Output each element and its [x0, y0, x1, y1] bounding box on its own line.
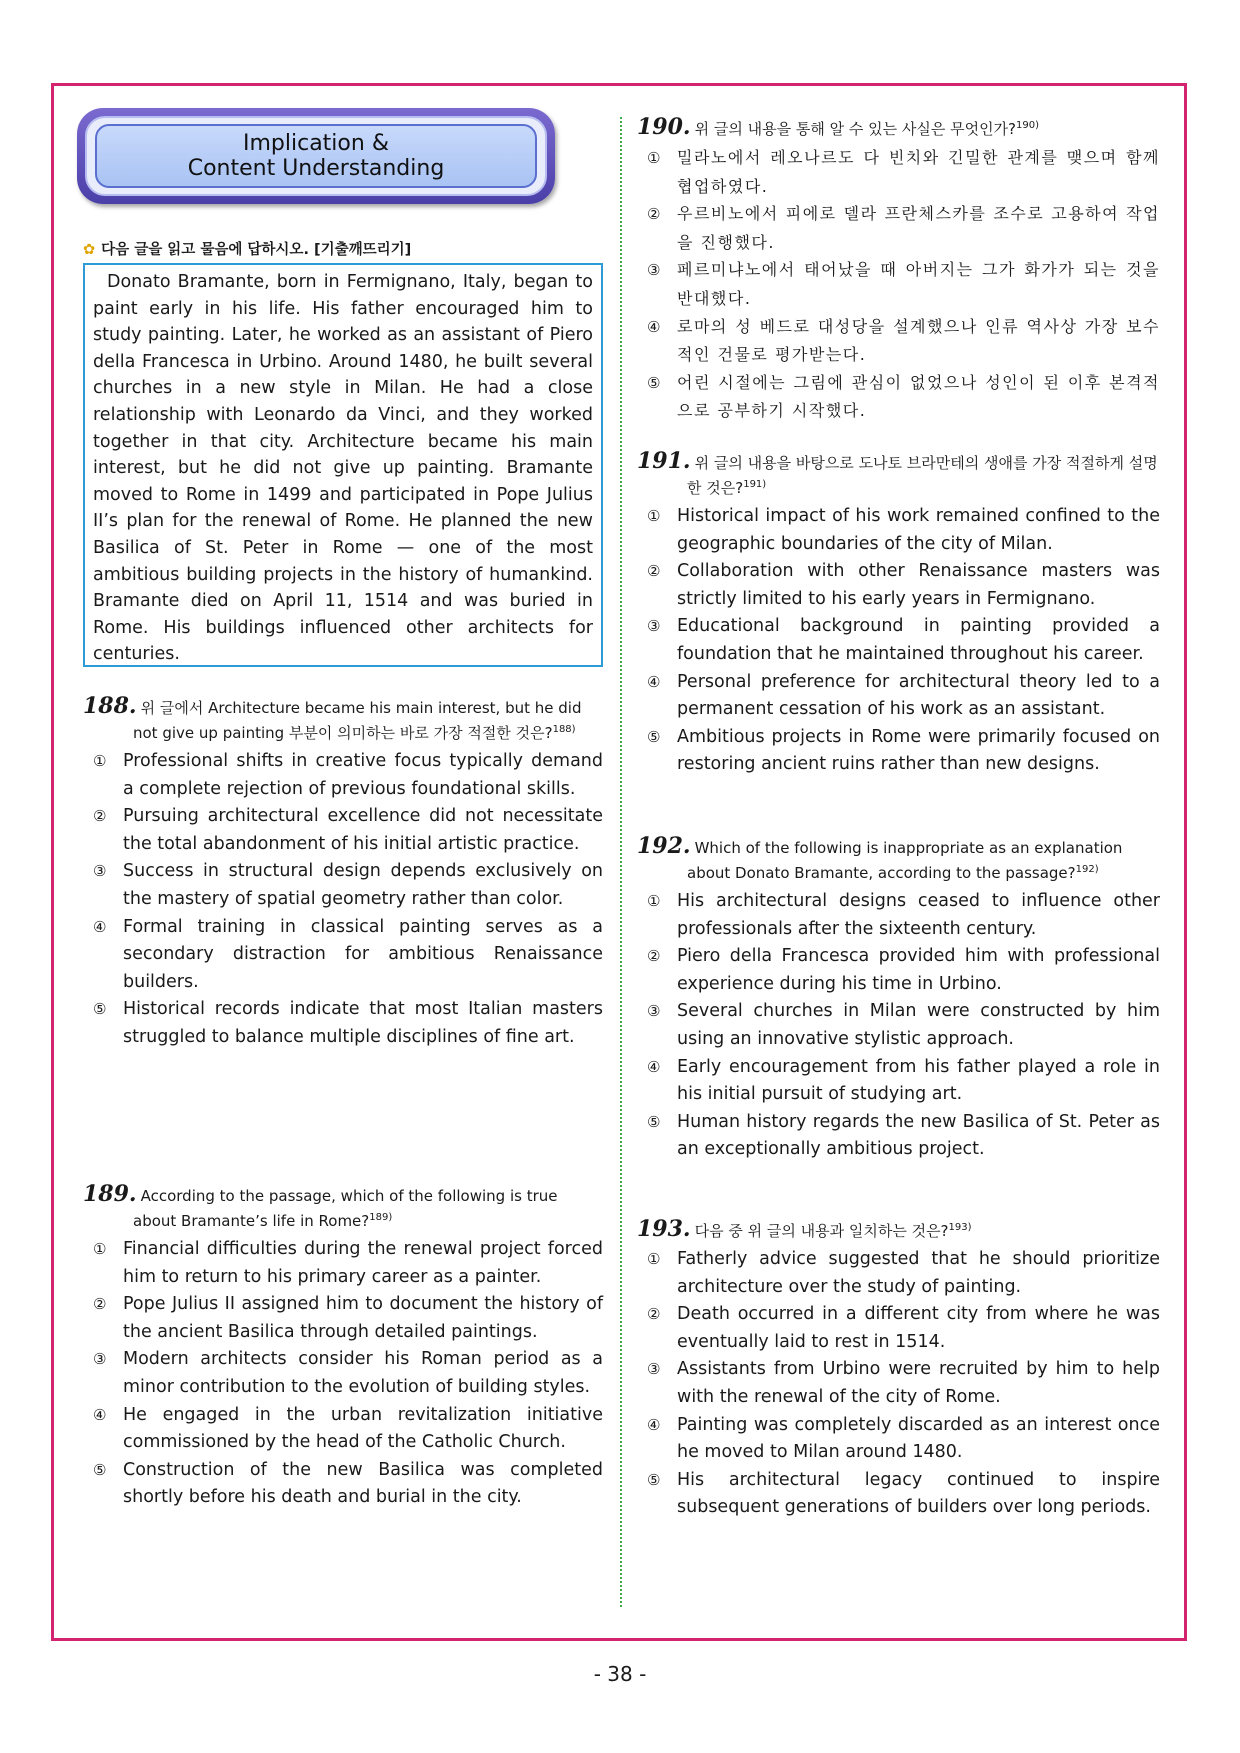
question-192: [637, 835, 1160, 1164]
title-line-2: Content Understanding: [187, 156, 445, 181]
option-list: [83, 748, 603, 1052]
option-mark: ①: [647, 507, 661, 525]
option-1[interactable]: [639, 144, 1160, 200]
option-list: [637, 888, 1160, 1164]
option-5[interactable]: [639, 1467, 1160, 1522]
footnote-ref: 188): [552, 724, 576, 735]
option-mark: ③: [93, 1350, 107, 1369]
title-line-1: Implication &: [243, 131, 389, 156]
instruction: [83, 238, 411, 259]
option-mark: ①: [93, 752, 107, 770]
section-title-badge: [77, 108, 555, 204]
option-3[interactable]: [85, 858, 603, 913]
option-4[interactable]: [639, 313, 1160, 369]
option-mark: ②: [93, 807, 107, 826]
option-3[interactable]: [639, 1356, 1160, 1411]
option-mark: ①: [647, 1250, 661, 1268]
option-mark: ②: [647, 205, 662, 224]
option-3[interactable]: [85, 1346, 603, 1401]
option-text: Death occurred in a different city from where he was eventually laid to rest in 1514.: [677, 1304, 1160, 1352]
option-text: Educational background in painting provided a foundation that he maintained throughout his career.: [677, 616, 1160, 664]
option-text: Historical impact of his work remained confined to the geographic boundaries of the city of Milan.: [677, 506, 1160, 554]
option-mark: ④: [647, 1057, 661, 1076]
option-mark: ④: [647, 672, 661, 691]
option-2[interactable]: [639, 558, 1160, 613]
option-1[interactable]: [85, 748, 603, 803]
option-text: Formal training in classical painting serves as a secondary distraction for ambitious Renaissance builders.: [123, 916, 603, 992]
instruction-text: 다음 글을 읽고 물음에 답하시오. [기출깨뜨리기]: [101, 242, 412, 258]
option-list: [637, 503, 1160, 779]
option-2[interactable]: [639, 943, 1160, 998]
question-188: [83, 695, 603, 1052]
badge-inner: [95, 124, 537, 188]
option-2[interactable]: [639, 1301, 1160, 1356]
option-mark: ③: [647, 261, 662, 280]
option-text: Piero della Francesca provided him with professional experience during his time in Urbino.: [677, 946, 1160, 994]
option-1[interactable]: [639, 1246, 1160, 1301]
footnote-ref: 192): [1075, 864, 1099, 875]
question-text: According to the passage, which of the following is true about Bramante’s life in Rome?: [133, 1187, 558, 1230]
option-5[interactable]: [639, 1109, 1160, 1164]
option-mark: ③: [93, 862, 107, 881]
question-prompt: [83, 695, 603, 744]
option-mark: ②: [647, 562, 661, 581]
option-5[interactable]: [639, 724, 1160, 779]
option-mark: ②: [647, 1305, 661, 1324]
option-text: Fatherly advice suggested that he should prioritize architecture over the study of painting.: [677, 1249, 1160, 1297]
option-3[interactable]: [639, 998, 1160, 1053]
option-text: Several churches in Milan were constructed by him using an innovative stylistic approach.: [677, 1001, 1160, 1049]
option-5[interactable]: [85, 1457, 603, 1512]
footnote-ref: 189): [369, 1212, 393, 1223]
question-191: [637, 450, 1160, 779]
option-mark: ②: [93, 1295, 107, 1314]
question-text: 위 글의 내용을 바탕으로 도나토 브라만테의 생애를 가장 적절하게 설명한 것은?: [687, 454, 1158, 497]
option-text: His architectural legacy continued to inspire subsequent generations of builders over long periods.: [677, 1469, 1160, 1518]
question-number: 191.: [637, 448, 691, 474]
question-prompt: [637, 115, 1160, 140]
option-list: [637, 1246, 1160, 1522]
option-mark: ⑤: [647, 1112, 661, 1131]
option-mark: ⑤: [647, 1470, 661, 1489]
option-text: Painting was completely discarded as an interest once he moved to Milan around 1480.: [677, 1414, 1160, 1463]
option-mark: ④: [647, 317, 662, 336]
option-4[interactable]: [639, 1054, 1160, 1109]
option-2[interactable]: [85, 1291, 603, 1346]
question-text: Which of the following is inappropriate as an explanation about Donato Bramante, according to the passage?: [687, 839, 1123, 882]
option-text: He engaged in the urban revitalization initiative commissioned by the head of the Catholic Church.: [123, 1404, 603, 1453]
option-text: Ambitious projects in Rome were primarily focused on restoring ancient ruins rather than new designs.: [677, 726, 1160, 775]
option-mark: ③: [647, 1002, 661, 1021]
question-number: 193.: [637, 1216, 691, 1242]
option-mark: ①: [647, 149, 662, 167]
option-mark: ④: [93, 917, 107, 936]
question-prompt: [83, 1183, 603, 1232]
question-prompt: [637, 1217, 1160, 1242]
option-text: Collaboration with other Renaissance masters was strictly limited to his early years in Fermignano.: [677, 561, 1160, 609]
option-list: [637, 144, 1160, 425]
option-text: 밀라노에서 레오나르도 다 빈치와 긴밀한 관계를 맺으며 함께 협업하였다.: [677, 148, 1160, 196]
option-1[interactable]: [85, 1236, 603, 1291]
option-text: Early encouragement from his father played a role in his initial pursuit of studying art.: [677, 1056, 1160, 1105]
option-text: Assistants from Urbino were recruited by him to help with the renewal of the city of Rome.: [677, 1359, 1160, 1407]
option-3[interactable]: [639, 256, 1160, 312]
flower-icon: ✿: [83, 242, 96, 258]
question-number: 190.: [637, 114, 691, 140]
option-3[interactable]: [639, 613, 1160, 668]
option-mark: ⑤: [647, 727, 661, 746]
option-mark: ⑤: [647, 373, 662, 392]
option-text: Financial difficulties during the renewal project forced him to return to his primary career as a painter.: [123, 1239, 603, 1287]
question-193: [637, 1217, 1160, 1522]
option-mark: ③: [647, 1360, 661, 1379]
option-text: His architectural designs ceased to influence other professionals after the sixteenth century.: [677, 891, 1160, 939]
option-text: Success in structural design depends exclusively on the mastery of spatial geometry rather than color.: [123, 861, 603, 909]
option-5[interactable]: [85, 996, 603, 1051]
option-text: Pursuing architectural excellence did not necessitate the total abandonment of his initial artistic practice.: [123, 806, 603, 854]
page-number: - 38 -: [593, 1662, 647, 1686]
option-text: Modern architects consider his Roman period as a minor contribution to the evolution of building styles.: [123, 1349, 603, 1397]
question-text: 다음 중 위 글의 내용과 일치하는 것은?: [694, 1222, 949, 1240]
option-mark: ④: [93, 1405, 107, 1424]
option-list: [83, 1236, 603, 1512]
option-4[interactable]: [639, 669, 1160, 724]
option-4[interactable]: [85, 914, 603, 997]
question-number: 192.: [637, 833, 691, 859]
footnote-ref: 193): [948, 1222, 972, 1233]
option-text: 우르비노에서 피에로 델라 프란체스카를 조수로 고용하여 작업을 진행했다.: [677, 204, 1160, 252]
option-text: Personal preference for architectural theory led to a permanent cessation of his work as an assistant.: [677, 671, 1160, 720]
question-number: 188.: [83, 693, 137, 719]
question-189: [83, 1183, 603, 1512]
question-190: [637, 115, 1160, 425]
option-mark: ②: [647, 947, 661, 966]
option-mark: ①: [647, 892, 661, 910]
question-text: 위 글의 내용을 통해 알 수 있는 사실은 무엇인가?: [694, 120, 1017, 138]
option-text: Historical records indicate that most Italian masters struggled to balance multiple disciplines of fine art.: [123, 999, 603, 1047]
footnote-ref: 191): [743, 479, 767, 490]
question-prompt: [637, 835, 1160, 884]
option-mark: ⑤: [93, 1460, 107, 1479]
option-text: 로마의 성 베드로 대성당을 설계했으나 인류 역사상 가장 보수적인 건물로 평가받는다.: [677, 316, 1160, 365]
column-divider: [620, 117, 622, 1607]
option-1[interactable]: [639, 888, 1160, 943]
option-text: 페르미냐노에서 태어났을 때 아버지는 그가 화가가 되는 것을 반대했다.: [677, 260, 1160, 308]
question-prompt: [637, 450, 1160, 499]
option-2[interactable]: [639, 200, 1160, 256]
option-mark: ①: [93, 1240, 107, 1258]
option-1[interactable]: [639, 503, 1160, 558]
option-mark: ④: [647, 1415, 661, 1434]
reading-passage: Donato Bramante, born in Fermignano, Italy, began to paint early in his life. His father encouraged him to study painting. Later, he worked as an assistant of Piero della Francesca in Urbino. Around 1480, he built several churches in a new style in Milan. He had a close relationship with Leonardo da Vinci, and they worked together in that city. Architecture became his main interest, but he did not give up painting. Bramante moved to Rome in 1499 and participated in Pope Julius II’s plan for the renewal of Rome. He planned the new Basilica of St. Peter in Rome — one of the most ambitious building projects in the history of humankind. Bramante died on April 11, 1514 and was buried in Rome. His buildings influenced other architects for centuries.: [83, 263, 603, 667]
option-4[interactable]: [85, 1402, 603, 1457]
option-text: Pope Julius II assigned him to document the history of the ancient Basilica through detailed paintings.: [123, 1294, 603, 1342]
option-mark: ③: [647, 617, 661, 636]
footnote-ref: 190): [1016, 120, 1040, 131]
option-text: Professional shifts in creative focus typically demand a complete rejection of previous foundational skills.: [123, 751, 603, 799]
option-4[interactable]: [639, 1412, 1160, 1467]
question-number: 189.: [83, 1181, 137, 1207]
option-mark: ⑤: [93, 1000, 107, 1019]
option-2[interactable]: [85, 803, 603, 858]
option-5[interactable]: [639, 369, 1160, 425]
option-text: Human history regards the new Basilica of St. Peter as an exceptionally ambitious project.: [677, 1111, 1160, 1160]
option-text: 어린 시절에는 그림에 관심이 없었으나 성인이 된 이후 본격적으로 공부하기 시작했다.: [677, 372, 1160, 421]
question-text: 위 글에서 Architecture became his main interest, but he did not give up painting 부분이 의미하는 바로 가장 적절한 것은?: [133, 699, 582, 742]
option-text: Construction of the new Basilica was completed shortly before his death and burial in the city.: [123, 1459, 603, 1508]
